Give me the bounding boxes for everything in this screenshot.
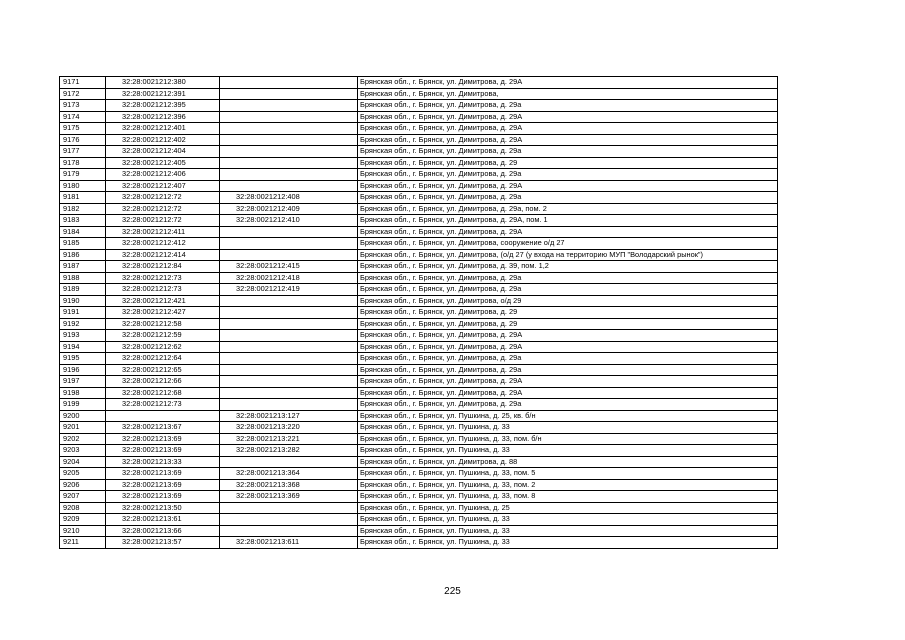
cadastral-number-cell: 32:28:0021212:72 [106, 203, 220, 215]
address-cell: Брянская обл., г. Брянск, ул. Пушкина, д. 33 [358, 537, 778, 549]
row-number-cell: 9198 [60, 387, 106, 399]
row-number-cell: 9172 [60, 88, 106, 100]
table-row [60, 111, 778, 123]
address-cell: Брянская обл., г. Брянск, ул. Пушкина, д. 25, кв. б/н [358, 410, 778, 422]
table-row [60, 387, 778, 399]
cadastral-number-cell: 32:28:0021212:391 [106, 88, 220, 100]
address-cell: Брянская обл., г. Брянск, ул. Димитрова, д. 29 [358, 318, 778, 330]
cadastral-number-cell: 32:28:0021212:66 [106, 376, 220, 388]
cadastral-number-cell: 32:28:0021212:404 [106, 146, 220, 158]
table-row [60, 215, 778, 227]
address-cell: Брянская обл., г. Брянск, ул. Димитрова, д. 29а [358, 399, 778, 411]
table-row [60, 422, 778, 434]
address-cell: Брянская обл., г. Брянск, ул. Пушкина, д. 33, пом. 5 [358, 468, 778, 480]
linked-object-cell: 32:28:0021213:221 [220, 433, 358, 445]
linked-object-cell [220, 387, 358, 399]
linked-object-cell [220, 514, 358, 526]
address-cell: Брянская обл., г. Брянск, ул. Димитрова, д. 88 [358, 456, 778, 468]
address-cell: Брянская обл., г. Брянск, ул. Пушкина, д. 33, пом. 8 [358, 491, 778, 503]
linked-object-cell [220, 341, 358, 353]
linked-object-cell [220, 180, 358, 192]
row-number-cell: 9203 [60, 445, 106, 457]
row-number-cell: 9175 [60, 123, 106, 135]
table-row [60, 330, 778, 342]
cadastral-number-cell: 32:28:0021213:61 [106, 514, 220, 526]
row-number-cell: 9182 [60, 203, 106, 215]
address-cell: Брянская обл., г. Брянск, ул. Димитрова, д. 29а, пом. 2 [358, 203, 778, 215]
row-number-cell: 9199 [60, 399, 106, 411]
linked-object-cell [220, 169, 358, 181]
linked-object-cell [220, 123, 358, 135]
row-number-cell: 9195 [60, 353, 106, 365]
cadastral-number-cell: 32:28:0021212:427 [106, 307, 220, 319]
cadastral-number-cell: 32:28:0021212:58 [106, 318, 220, 330]
cadastral-number-cell: 32:28:0021213:69 [106, 491, 220, 503]
linked-object-cell [220, 77, 358, 89]
address-cell: Брянская обл., г. Брянск, ул. Пушкина, д. 33 [358, 422, 778, 434]
address-cell: Брянская обл., г. Брянск, ул. Пушкина, д. 33 [358, 445, 778, 457]
linked-object-cell [220, 318, 358, 330]
registry-table-container [59, 76, 777, 549]
linked-object-cell: 32:28:0021212:419 [220, 284, 358, 296]
row-number-cell: 9173 [60, 100, 106, 112]
table-row [60, 399, 778, 411]
table-row [60, 169, 778, 181]
address-cell: Брянская обл., г. Брянск, ул. Димитрова, (о/д 27 (у входа на территорию МУП "Володарский рынок") [358, 249, 778, 261]
cadastral-number-cell: 32:28:0021212:401 [106, 123, 220, 135]
cadastral-number-cell: 32:28:0021213:66 [106, 525, 220, 537]
cadastral-number-cell: 32:28:0021212:402 [106, 134, 220, 146]
row-number-cell: 9209 [60, 514, 106, 526]
table-row [60, 238, 778, 250]
cadastral-number-cell: 32:28:0021213:57 [106, 537, 220, 549]
linked-object-cell [220, 502, 358, 514]
linked-object-cell [220, 456, 358, 468]
address-cell: Брянская обл., г. Брянск, ул. Димитрова, д. 29А [358, 77, 778, 89]
cadastral-number-cell: 32:28:0021212:405 [106, 157, 220, 169]
address-cell: Брянская обл., г. Брянск, ул. Димитрова, д. 29 [358, 307, 778, 319]
cadastral-number-cell: 32:28:0021212:73 [106, 272, 220, 284]
linked-object-cell: 32:28:0021213:220 [220, 422, 358, 434]
address-cell: Брянская обл., г. Брянск, ул. Димитрова, о/д 29 [358, 295, 778, 307]
row-number-cell: 9177 [60, 146, 106, 158]
cadastral-number-cell: 32:28:0021212:414 [106, 249, 220, 261]
table-row [60, 491, 778, 503]
table-row [60, 203, 778, 215]
row-number-cell: 9185 [60, 238, 106, 250]
cadastral-number-cell: 32:28:0021213:69 [106, 479, 220, 491]
row-number-cell: 9211 [60, 537, 106, 549]
row-number-cell: 9207 [60, 491, 106, 503]
row-number-cell: 9183 [60, 215, 106, 227]
linked-object-cell [220, 238, 358, 250]
table-row [60, 433, 778, 445]
cadastral-number-cell: 32:28:0021213:33 [106, 456, 220, 468]
cadastral-number-cell: 32:28:0021212:64 [106, 353, 220, 365]
linked-object-cell: 32:28:0021212:409 [220, 203, 358, 215]
page-number: 225 [444, 586, 461, 597]
row-number-cell: 9179 [60, 169, 106, 181]
table-row [60, 284, 778, 296]
table-row [60, 307, 778, 319]
registry-table [59, 76, 778, 549]
linked-object-cell [220, 100, 358, 112]
row-number-cell: 9180 [60, 180, 106, 192]
table-row [60, 249, 778, 261]
linked-object-cell [220, 353, 358, 365]
table-row [60, 272, 778, 284]
table-row [60, 479, 778, 491]
table-row [60, 146, 778, 158]
table-row [60, 445, 778, 457]
address-cell: Брянская обл., г. Брянск, ул. Димитрова, д. 39, пом. 1,2 [358, 261, 778, 273]
registry-table-body [60, 77, 778, 549]
cadastral-number-cell: 32:28:0021212:396 [106, 111, 220, 123]
address-cell: Брянская обл., г. Брянск, ул. Димитрова, д. 29а [358, 353, 778, 365]
address-cell: Брянская обл., г. Брянск, ул. Димитрова, д. 29А [358, 226, 778, 238]
linked-object-cell [220, 307, 358, 319]
cadastral-number-cell: 32:28:0021212:59 [106, 330, 220, 342]
address-cell: Брянская обл., г. Брянск, ул. Димитрова, д. 29А [358, 376, 778, 388]
address-cell: Брянская обл., г. Брянск, ул. Димитрова, д. 29А [358, 180, 778, 192]
row-number-cell: 9196 [60, 364, 106, 376]
row-number-cell: 9189 [60, 284, 106, 296]
cadastral-number-cell: 32:28:0021213:69 [106, 433, 220, 445]
linked-object-cell: 32:28:0021212:410 [220, 215, 358, 227]
row-number-cell: 9190 [60, 295, 106, 307]
table-row [60, 525, 778, 537]
cadastral-number-cell: 32:28:0021212:412 [106, 238, 220, 250]
cadastral-number-cell: 32:28:0021212:73 [106, 284, 220, 296]
row-number-cell: 9200 [60, 410, 106, 422]
cadastral-number-cell: 32:28:0021213:50 [106, 502, 220, 514]
linked-object-cell: 32:28:0021212:408 [220, 192, 358, 204]
table-row [60, 341, 778, 353]
table-row [60, 364, 778, 376]
cadastral-number-cell: 32:28:0021213:69 [106, 445, 220, 457]
address-cell: Брянская обл., г. Брянск, ул. Димитрова, д. 29а [358, 364, 778, 376]
row-number-cell: 9184 [60, 226, 106, 238]
row-number-cell: 9193 [60, 330, 106, 342]
cadastral-number-cell: 32:28:0021212:411 [106, 226, 220, 238]
row-number-cell: 9210 [60, 525, 106, 537]
linked-object-cell [220, 249, 358, 261]
address-cell: Брянская обл., г. Брянск, ул. Димитрова, д. 29А [358, 123, 778, 135]
address-cell: Брянская обл., г. Брянск, ул. Димитрова, д. 29а [358, 100, 778, 112]
linked-object-cell [220, 376, 358, 388]
row-number-cell: 9191 [60, 307, 106, 319]
table-row [60, 295, 778, 307]
table-row [60, 261, 778, 273]
linked-object-cell [220, 399, 358, 411]
cadastral-number-cell: 32:28:0021213:67 [106, 422, 220, 434]
row-number-cell: 9188 [60, 272, 106, 284]
row-number-cell: 9202 [60, 433, 106, 445]
table-row [60, 468, 778, 480]
address-cell: Брянская обл., г. Брянск, ул. Димитрова, д. 29А [358, 330, 778, 342]
address-cell: Брянская обл., г. Брянск, ул. Димитрова, д. 29а [358, 284, 778, 296]
cadastral-number-cell: 32:28:0021212:62 [106, 341, 220, 353]
linked-object-cell: 32:28:0021213:369 [220, 491, 358, 503]
row-number-cell: 9205 [60, 468, 106, 480]
cadastral-number-cell: 32:28:0021212:421 [106, 295, 220, 307]
row-number-cell: 9178 [60, 157, 106, 169]
address-cell: Брянская обл., г. Брянск, ул. Пушкина, д. 33, пом. б/н [358, 433, 778, 445]
table-row [60, 157, 778, 169]
row-number-cell: 9186 [60, 249, 106, 261]
row-number-cell: 9181 [60, 192, 106, 204]
address-cell: Брянская обл., г. Брянск, ул. Димитрова, д. 29а [358, 272, 778, 284]
cadastral-number-cell: 32:28:0021212:65 [106, 364, 220, 376]
linked-object-cell: 32:28:0021213:364 [220, 468, 358, 480]
cadastral-number-cell: 32:28:0021213:69 [106, 468, 220, 480]
address-cell: Брянская обл., г. Брянск, ул. Димитрова, д. 29А [358, 134, 778, 146]
address-cell: Брянская обл., г. Брянск, ул. Пушкина, д. 25 [358, 502, 778, 514]
table-row [60, 537, 778, 549]
address-cell: Брянская обл., г. Брянск, ул. Димитрова, д. 29а [358, 192, 778, 204]
row-number-cell: 9201 [60, 422, 106, 434]
linked-object-cell [220, 134, 358, 146]
linked-object-cell [220, 111, 358, 123]
table-row [60, 456, 778, 468]
linked-object-cell: 32:28:0021213:127 [220, 410, 358, 422]
row-number-cell: 9171 [60, 77, 106, 89]
address-cell: Брянская обл., г. Брянск, ул. Димитрова, д. 29А [358, 111, 778, 123]
cadastral-number-cell: 32:28:0021212:72 [106, 215, 220, 227]
table-row [60, 318, 778, 330]
cadastral-number-cell: 32:28:0021212:68 [106, 387, 220, 399]
address-cell: Брянская обл., г. Брянск, ул. Димитрова, сооружение о/д 27 [358, 238, 778, 250]
linked-object-cell [220, 226, 358, 238]
row-number-cell: 9204 [60, 456, 106, 468]
table-row [60, 134, 778, 146]
linked-object-cell: 32:28:0021213:282 [220, 445, 358, 457]
cadastral-number-cell [106, 410, 220, 422]
table-row [60, 353, 778, 365]
row-number-cell: 9176 [60, 134, 106, 146]
linked-object-cell [220, 146, 358, 158]
address-cell: Брянская обл., г. Брянск, ул. Димитрова, д. 29а [358, 146, 778, 158]
table-row [60, 410, 778, 422]
address-cell: Брянская обл., г. Брянск, ул. Пушкина, д. 33 [358, 514, 778, 526]
linked-object-cell: 32:28:0021212:418 [220, 272, 358, 284]
cadastral-number-cell: 32:28:0021212:406 [106, 169, 220, 181]
row-number-cell: 9174 [60, 111, 106, 123]
cadastral-number-cell: 32:28:0021212:380 [106, 77, 220, 89]
linked-object-cell [220, 88, 358, 100]
address-cell: Брянская обл., г. Брянск, ул. Димитрова, д. 29а [358, 169, 778, 181]
linked-object-cell [220, 364, 358, 376]
row-number-cell: 9197 [60, 376, 106, 388]
cadastral-number-cell: 32:28:0021212:84 [106, 261, 220, 273]
table-row [60, 77, 778, 89]
address-cell: Брянская обл., г. Брянск, ул. Димитрова, [358, 88, 778, 100]
table-row [60, 376, 778, 388]
table-row [60, 502, 778, 514]
linked-object-cell [220, 525, 358, 537]
cadastral-number-cell: 32:28:0021212:73 [106, 399, 220, 411]
row-number-cell: 9206 [60, 479, 106, 491]
table-row [60, 123, 778, 135]
linked-object-cell: 32:28:0021212:415 [220, 261, 358, 273]
address-cell: Брянская обл., г. Брянск, ул. Димитрова, д. 29 [358, 157, 778, 169]
cadastral-number-cell: 32:28:0021212:395 [106, 100, 220, 112]
row-number-cell: 9194 [60, 341, 106, 353]
address-cell: Брянская обл., г. Брянск, ул. Димитрова, д. 29А [358, 341, 778, 353]
linked-object-cell [220, 157, 358, 169]
row-number-cell: 9192 [60, 318, 106, 330]
linked-object-cell [220, 295, 358, 307]
address-cell: Брянская обл., г. Брянск, ул. Димитрова, д. 29А, пом. 1 [358, 215, 778, 227]
cadastral-number-cell: 32:28:0021212:407 [106, 180, 220, 192]
table-row [60, 192, 778, 204]
address-cell: Брянская обл., г. Брянск, ул. Димитрова, д. 29А [358, 387, 778, 399]
cadastral-number-cell: 32:28:0021212:72 [106, 192, 220, 204]
table-row [60, 88, 778, 100]
table-row [60, 100, 778, 112]
table-row [60, 226, 778, 238]
address-cell: Брянская обл., г. Брянск, ул. Пушкина, д. 33, пом. 2 [358, 479, 778, 491]
table-row [60, 180, 778, 192]
table-row [60, 514, 778, 526]
row-number-cell: 9208 [60, 502, 106, 514]
linked-object-cell: 32:28:0021213:611 [220, 537, 358, 549]
address-cell: Брянская обл., г. Брянск, ул. Пушкина, д. 33 [358, 525, 778, 537]
linked-object-cell: 32:28:0021213:368 [220, 479, 358, 491]
linked-object-cell [220, 330, 358, 342]
row-number-cell: 9187 [60, 261, 106, 273]
